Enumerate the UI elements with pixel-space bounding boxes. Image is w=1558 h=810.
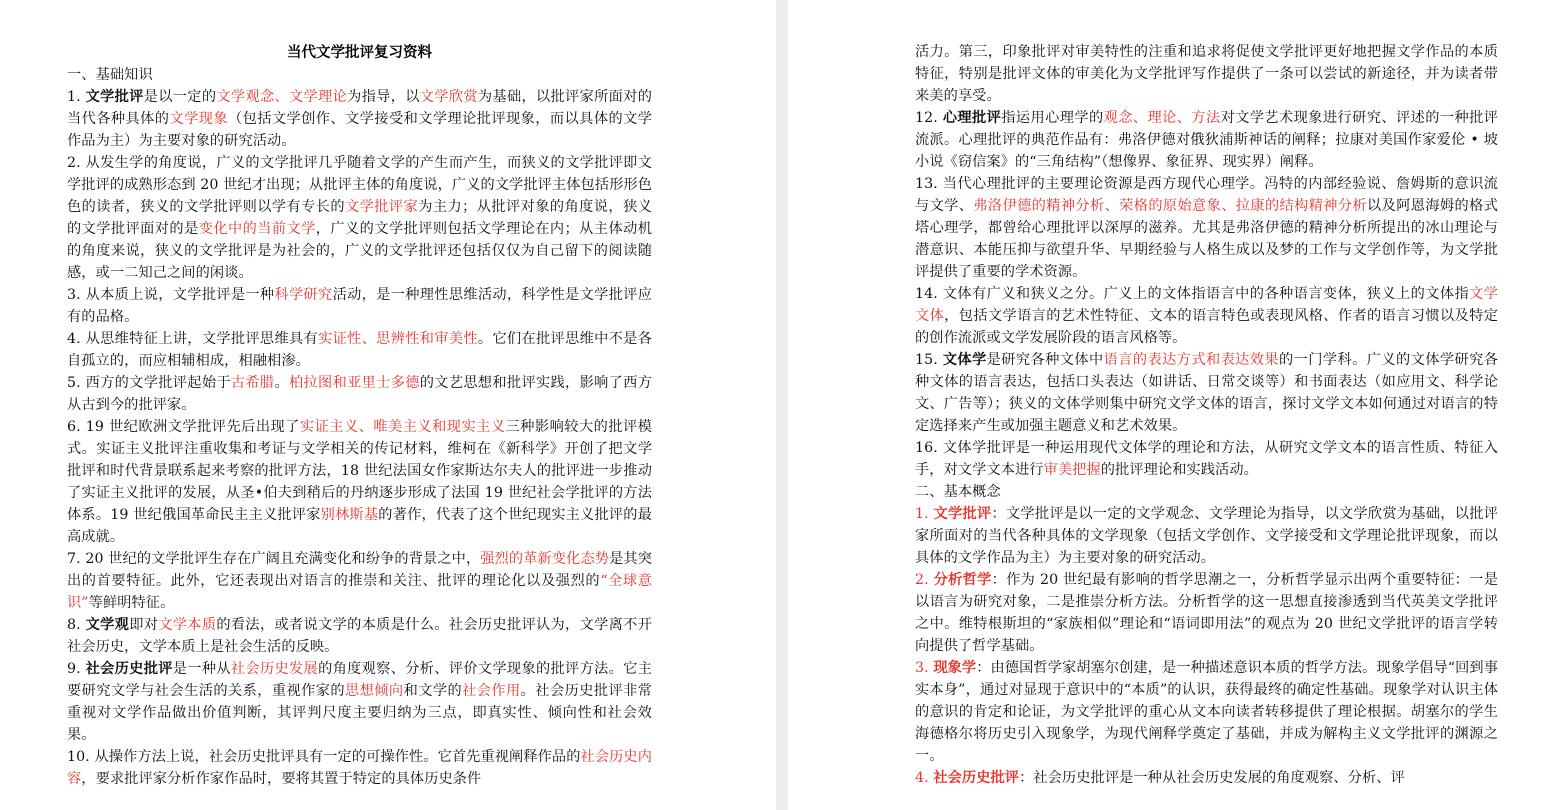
text-run: 8. [67,617,86,633]
term: 文体学 [942,352,987,368]
highlight: 观念、理论、方法 [1103,110,1221,126]
highlight: 4. [915,770,934,786]
text-run: 。它们在批评思维中不是各自孤立的，而应相辅相成，相融相渗。 [67,331,652,369]
text-run: ：作为 20 世纪最有影响的哲学思潮之一，分析哲学显示出两个重要特征：一是以语言为研究对象，二是推崇分析方法。分析哲学的这一思想直接渗透到当代英美文学批评之中。维特根斯坦的“家族相似”理论和“语词即用法”的观点为 20 世纪文学批评的语言学转向提供了哲学基础。 [915,572,1498,654]
paragraph [915,41,1498,107]
text-run: 6. 19 世纪欧洲文学批评先后出现了 [67,419,300,435]
highlight: 实证性、思辨性和审美性 [318,331,478,347]
paragraph [67,284,652,328]
highlight: 柏拉图和亚里士多德 [289,375,420,391]
text-run: 5. 西方的文学批评起始于 [67,375,231,391]
term: 文学批评： [933,506,1006,522]
text-run: ，要求批评家分析作家作品时，要将其置于特定的具体历史条件 [81,771,482,787]
paragraph [67,372,652,416]
highlight: 思想倾向 [345,683,404,699]
paragraph [67,746,652,790]
text-run: 文学批评是以一定的文学观念、文学理论为指导，以文学欣赏为基础，以批评家所面对的当代各种具体的文学现象（包括文学创作、文学接受和文学理论批评现象，而以具体的文学作品为主）为主要对象的研究活动。 [915,506,1498,566]
paragraph [67,548,652,614]
text-run: 。社会历史批评非常重视对文学作品做出价值判断，其评判尺度主要归纳为三点，即真实性、倾向性和社会效果。 [67,683,653,743]
text-run: 15. [915,352,943,368]
paragraph [67,328,652,372]
text-run: 12. [915,110,943,126]
highlight: 强烈的革新变化态势 [480,551,610,567]
highlight: 1. [915,506,934,522]
highlight: 3. [915,660,934,676]
text-run: 13. 当代心理批评的主要理论资源是西方现代心理学。冯特的内部经验说、詹姆斯的意识流与文学、 [915,176,1498,214]
left-page [0,0,776,810]
text-run: 4. 从思维特征上讲，文学批评思维具有 [67,331,319,347]
text-run: 三种影响较大的批评模式。实证主义批评注重收集和考证与文学相关的传记材料，维柯在《新科学》开创了把文学批评和时代背景联系起来考察的批评方法，18 世纪法国女作家斯达尔夫人的批评进一步推动了实证主义批评的发展，从圣•伯夫到稍后的丹纳逐步形成了法国 19 世纪社会学批评的方法体系。19 世纪俄国革命民主主义批评家 [67,419,652,523]
text-run: 的角度观察、分析、评价文学现象的批评方法。它主要研究文学与社会生活的关系，重视作家的 [67,661,652,699]
term: 文学批评 [85,89,144,105]
paragraph [915,569,1498,657]
highlight: “全球意识” [67,573,653,611]
highlight: 古希腊 [230,375,275,391]
text-run: 1. [67,89,86,105]
text-run: ：由德国哲学家胡塞尔创建，是一种描述意识本质的哲学方法。现象学倡导“回到事实本身”，通过对显现于意识中的“本质”的认识，获得最终的确定性基础。现象学对认识主体的意识的肯定和论证，为文学批评的重心从文本向读者转移提供了理论根据。胡塞尔的学生海德格尔将历史引入现象学，为现代阐释学奠定了基础，并成为解构主义文学批评的渊源之一。 [915,660,1498,764]
text-run: 即对 [129,617,159,633]
right-page [788,0,1558,810]
highlight: 社会历史内容 [67,749,652,787]
term: 分析哲学 [933,572,992,588]
text-run: 的文艺思想和批评实践，影响了西方从古到今的批评家。 [67,375,652,413]
text-run: 是一种从 [172,661,231,677]
paragraph [67,614,652,658]
term: 社会历史批评 [933,770,1020,786]
text-run: 二、基本概念 [915,484,1001,500]
text-run: 活动，是一种理性思维活动，科学性是文学批评应有的品格。 [67,287,652,325]
highlight: 文学本质 [158,617,217,633]
paragraph [915,107,1498,173]
left-paragraphs [67,86,652,790]
text-run: 是研究各种文体中 [986,352,1104,368]
paragraph [915,767,1498,789]
highlight: 2. [915,572,934,588]
text-run: 2. 从发生学的角度说，广义的文学批评几乎随着文学的产生而产生，而狭义的文学批评即文学批评的成熟形态到 20 世纪才出现；从批评主体的角度说，广义的文学批评主体包括形形色色的读者，狭义的文学批评则以学有专长的 [67,155,652,215]
paragraph [915,657,1498,767]
text-run: 是其突出的首要特征。此外，它还表现出对语言的推崇和关注、批评的理论化以及强烈的 [67,551,653,589]
text-run: 10. 从操作方法上说，社会历史批评具有一定的可操作性。它首先重视阐释作品的 [67,749,581,765]
paragraph [67,658,652,746]
paragraph [67,86,652,152]
left-page-content [67,42,652,790]
highlight: 文学欣赏 [419,89,478,105]
term: 现象学 [933,660,977,676]
section-heading [915,481,1498,503]
highlight: 变化中的当前文学 [198,221,316,237]
text-run: 7. 20 世纪的文学批评生存在广阔且充满变化和纷争的背景之中， [67,551,481,567]
text-run: 是以一定的 [143,89,217,105]
text-run: ，包括文学语言的艺术性特征、文本的语言特色或表现风格、作者的语言习惯以及特定的创作流派或文学发展阶段的语言风格等。 [915,308,1498,346]
text-run: 9. [67,661,86,677]
text-run: 为主力；从批评对象的角度说，狭义的文学批评面对的是 [67,199,652,237]
highlight: 弗洛伊德的精神分析、荣格的原始意象、拉康的结构精神分析 [973,198,1368,214]
text-run: 。 [274,375,289,391]
text-run: 的看法，或者说文学的本质是什么。社会历史批评认为，文学离不开社会历史，文学本质上是社会生活的反映。 [67,617,652,655]
text-run: 为指导，以 [347,89,420,105]
text-run: （包括文学创作、文学接受和文学理论批评现象，而以具体的文学作品为主）为主要对象的研究活动。 [67,111,653,149]
text-run: 3. 从本质上说，文学批评是一种 [67,287,275,303]
text-run: 为基础，以批评家所面对的当代各种具体的 [67,89,652,127]
right-page-content [915,41,1498,789]
highlight: 科学研究 [274,287,333,303]
text-run: 的批评理论和实践活动。 [1100,462,1258,478]
highlight: 文学文体 [915,286,1499,324]
text-run: 指运用心理学的 [1001,110,1104,126]
highlight: 社会作用 [462,683,521,699]
paragraph [915,173,1498,283]
highlight: 文学现象 [169,111,228,127]
paragraph [67,416,652,548]
text-run: 以及阿恩海姆的格式塔心理学，都曾给心理批评以深厚的滋养。尤其是弗洛伊德的精神分析所提出的冰山理论与潜意识、本能压抑与欲望升华、早期经验与人格生成以及梦的工作与文学创作等，为文学批评提供了重要的学术资源。 [915,198,1498,280]
highlight: 社会历史发展 [230,661,319,677]
paragraph [915,503,1498,569]
highlight: 别林斯基 [320,507,379,523]
highlight: 语言的表达方式和表达效果 [1103,352,1280,368]
right-paragraphs [915,41,1498,789]
text-run: 和文学的 [403,683,463,699]
section-heading-basics: 一、基础知识 [67,67,153,83]
paragraph [915,437,1498,481]
text-run: ：社会历史批评是一种从社会历史发展的角度观察、分析、评 [1019,770,1405,786]
text-run: 对文学艺术现象进行研究、评述的一种批评流派。心理批评的典范作品有：弗洛伊德对俄狄浦斯神话的阐释；拉康对美国作家爱伦 • 坡小说《窃信案》的“三角结构”（想像界、象征界、现实界）阐释。 [915,110,1498,170]
highlight: 审美把握 [1043,462,1101,478]
document-title: 当代文学批评复习资料 [287,45,432,61]
text-run: 活力。第三，印象批评对审美特性的注重和追求将促使文学批评更好地把握文学作品的本质特征，特别是批评文体的审美化为文学批评写作提供了一条可以尝试的新途径，并为读者带来美的享受。 [915,44,1498,104]
term: 社会历史批评 [85,661,173,677]
text-run: 14. 文体有广义和狭义之分。广义上的文体指语言中的各种语言变体，狭义上的文体指 [915,286,1470,302]
paragraph [915,283,1498,349]
term: 心理批评 [942,110,1002,126]
paragraph [915,349,1498,437]
text-run: ，广义的文学批评则包括文学理论在内；从主体动机的角度来说，狭义的文学批评是为社会的，广义的文学批评还包括仅仅为自己留下的阅读随感，或一二知己之间的闲谈。 [67,221,652,281]
highlight: 实证主义、唯美主义和现实主义 [299,419,506,435]
text-run: 等鲜明特征。 [88,595,175,611]
text-run: 16. 文体学批评是一种运用现代文体学的理论和方法，从研究文学文本的语言性质、特征入手，对文学文本进行 [915,440,1498,478]
highlight: 文学观念、文学理论 [216,89,348,105]
text-run: 的一门学科。广义的文体学研究各种文体的语言表达，包括口头表达（如讲话、日常交谈等）和书面表达（如应用文、科学论文、广告等）；狭义的文体学则集中研究文学文体的语言，探讨文学文本如何通过对语言的特定选择来产生或加强主题意义和艺术效果。 [915,352,1498,434]
highlight: 文学批评家 [345,199,419,215]
term: 文学观 [85,617,130,633]
paragraph [67,152,652,284]
text-run: 的著作，代表了这个世纪现实主义批评的最高成就。 [67,507,652,545]
